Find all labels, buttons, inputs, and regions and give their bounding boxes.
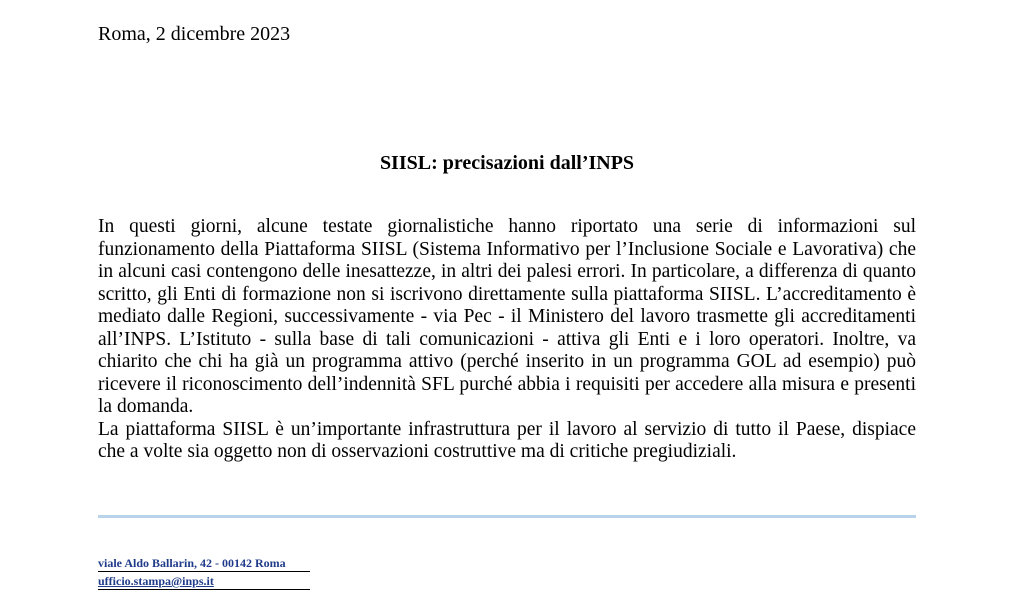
body-text xyxy=(98,216,916,464)
footer-address: viale Aldo Ballarin, 42 - 00142 Roma xyxy=(98,556,310,572)
date-line: Roma, 2 dicembre 2023 xyxy=(98,23,291,45)
footer xyxy=(98,556,310,590)
separator-rule xyxy=(98,515,916,518)
paragraph-1: In questi giorni, alcune testate giornalistiche hanno riportato una serie di informazioni sul funzionamento della Piattaforma SIISL (Sistema Informativo per l’Inclusione Sociale e Lavorativa) che in alcuni casi contengono delle inesattezze, in altri dei palesi errori. In particolare, a differenza di quanto scritto, gli Enti di formazione non si iscrivono direttamente sulla piattaforma SIISL. L’accreditamento è mediato dalle Regioni, successivamente - via Pec - il Ministero del lavoro trasmette gli accreditamenti all’INPS. L’Istituto - sulla base di tali comunicazioni - attiva gli Enti e i loro operatori. Inoltre, va chiarito che chi ha già un programma attivo (perché inserito in un programma GOL ad esempio) può ricevere il riconoscimento dell’indennità SFL purché abbia i requisiti per accedere alla misura e presenti la domanda. xyxy=(98,216,916,417)
footer-email-link[interactable]: ufficio.stampa@inps.it xyxy=(98,574,310,590)
paragraph-2: La piattaforma SIISL è un’importante infrastruttura per il lavoro al servizio di tutto il Paese, dispiace che a volte sia oggetto non di osservazioni costruttive ma di critiche pregiudiziali. xyxy=(98,418,916,462)
document-title: SIISL: precisazioni dall’INPS xyxy=(379,152,635,174)
